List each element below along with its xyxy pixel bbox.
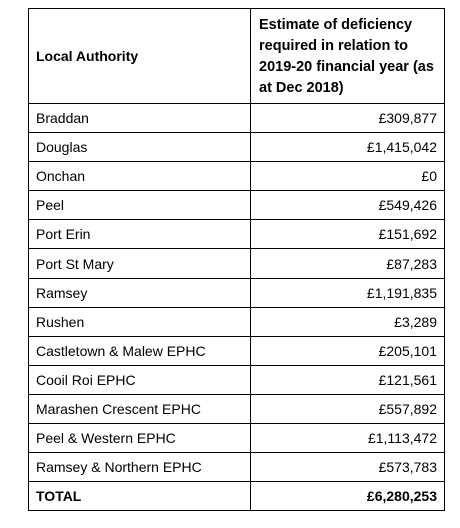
total-label: TOTAL [29, 482, 251, 511]
estimate-cell: £121,561 [251, 365, 445, 394]
header-local-authority: Local Authority [29, 9, 251, 104]
estimate-cell: £549,426 [251, 191, 445, 220]
authority-cell: Braddan [29, 104, 251, 133]
estimate-cell: £205,101 [251, 336, 445, 365]
table-row [29, 162, 445, 191]
total-value: £6,280,253 [251, 482, 445, 511]
authority-cell: Marashen Crescent EPHC [29, 394, 251, 423]
authority-cell: Cooil Roi EPHC [29, 365, 251, 394]
authority-cell: Douglas [29, 133, 251, 162]
authority-cell: Peel & Western EPHC [29, 424, 251, 453]
table-row [29, 394, 445, 423]
estimate-cell: £1,191,835 [251, 278, 445, 307]
authority-cell: Ramsey [29, 278, 251, 307]
estimate-cell: £309,877 [251, 104, 445, 133]
table-row [29, 424, 445, 453]
authority-cell: Ramsey & Northern EPHC [29, 453, 251, 482]
table-row [29, 191, 445, 220]
authority-cell: Peel [29, 191, 251, 220]
table-row [29, 220, 445, 249]
table-header-row [29, 9, 445, 104]
table-row [29, 307, 445, 336]
estimate-cell: £3,289 [251, 307, 445, 336]
authority-cell: Onchan [29, 162, 251, 191]
table-row [29, 336, 445, 365]
total-row [29, 482, 445, 511]
estimate-cell: £573,783 [251, 453, 445, 482]
deficiency-table [28, 8, 445, 511]
authority-cell: Rushen [29, 307, 251, 336]
authority-cell: Port Erin [29, 220, 251, 249]
table-row [29, 278, 445, 307]
estimate-cell: £1,415,042 [251, 133, 445, 162]
estimate-cell: £151,692 [251, 220, 445, 249]
table-row [29, 249, 445, 278]
table-row [29, 453, 445, 482]
header-estimate: Estimate of deficiency required in relation to 2019-20 financial year (as at Dec 2018) [251, 9, 445, 104]
estimate-cell: £557,892 [251, 394, 445, 423]
estimate-cell: £87,283 [251, 249, 445, 278]
authority-cell: Port St Mary [29, 249, 251, 278]
authority-cell: Castletown & Malew EPHC [29, 336, 251, 365]
table-row [29, 365, 445, 394]
table-row [29, 133, 445, 162]
estimate-cell: £0 [251, 162, 445, 191]
estimate-cell: £1,113,472 [251, 424, 445, 453]
table-row [29, 104, 445, 133]
